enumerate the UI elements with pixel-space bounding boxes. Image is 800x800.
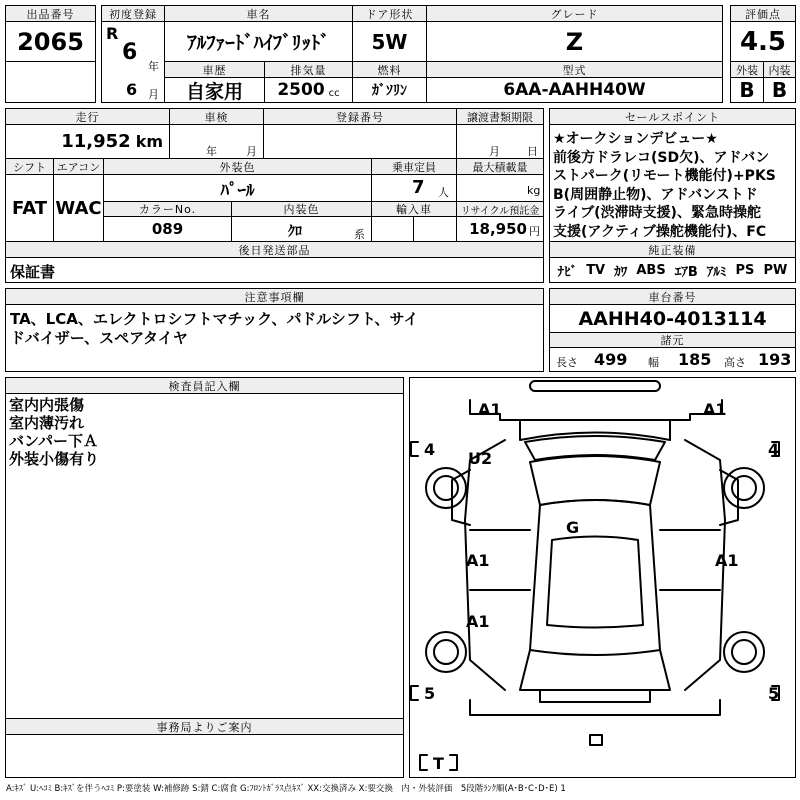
transfer-month-unit: 月 xyxy=(489,145,500,158)
mileage-unit: km xyxy=(135,132,163,151)
inspector-line: 室内内張傷 xyxy=(9,396,85,414)
equip-airbag: ｴｱB xyxy=(674,264,698,280)
sales-line: ★オークションデビュー★ xyxy=(553,131,718,147)
int-color: ｸﾛ xyxy=(288,224,302,240)
sales-line: ライブ(渋滞時支援)、緊急時操舵 xyxy=(553,205,761,221)
length-label: 長さ xyxy=(556,356,578,369)
history-label: 車歴 xyxy=(164,61,265,78)
year-unit: 年 xyxy=(148,60,159,73)
color-no: 089 xyxy=(103,216,232,242)
sales-line: B(周囲静止物)、アドバンストド xyxy=(553,186,758,203)
mark-u2: U2 xyxy=(468,449,493,468)
displacement-unit: cc xyxy=(328,87,340,99)
inspector-line: バンパー下Ａ xyxy=(9,432,98,450)
equip-abs: ABS xyxy=(636,262,666,278)
wheel-front-right xyxy=(724,468,764,508)
inspector-label: 検査員記入欄 xyxy=(5,377,404,394)
ac: WAC xyxy=(53,174,104,242)
notes-label: 注意事項欄 xyxy=(5,288,544,305)
sales-line: ストパーク(リモート機能付)+PKS xyxy=(553,168,776,184)
length: 499 xyxy=(594,350,628,369)
wheel-front-left-hub xyxy=(434,476,458,500)
notes-line: TA、LCA、エレクトロシフトマチック、パドルシフト、サイ xyxy=(10,310,419,328)
grade-label: グレード xyxy=(426,5,723,22)
front-bumper-strip xyxy=(530,381,660,391)
rear-gate xyxy=(540,690,650,702)
reg-month: 6 xyxy=(126,80,138,99)
era: R xyxy=(106,24,119,43)
windshield xyxy=(530,456,660,505)
equipment-label: 純正装備 xyxy=(549,241,796,258)
displacement: 2500 xyxy=(277,80,325,100)
recycle: 18,950 xyxy=(469,220,527,238)
wheel-rear-left-hub xyxy=(434,640,458,664)
mark-wheel-fl: 4 xyxy=(424,440,436,459)
width-label: 幅 xyxy=(648,356,659,369)
recycle-label: リサイクル預託金 xyxy=(456,201,544,217)
color: ﾊﾟｰﾙ xyxy=(103,174,372,202)
wheel-rear-left xyxy=(426,632,466,672)
history: 自家用 xyxy=(164,77,265,103)
notes-line: ドバイザー、スペアタイヤ xyxy=(10,329,188,347)
mark-left-rear-door: A1 xyxy=(466,612,490,631)
interior-grade: B xyxy=(763,77,796,103)
exterior-label: 外装 xyxy=(730,61,764,78)
later-parts: 保証書 xyxy=(10,263,56,281)
mark-front-right: A1 xyxy=(703,400,727,419)
model-label: 型式 xyxy=(426,61,723,78)
bracket-t-right xyxy=(450,755,457,770)
lot-no: 2065 xyxy=(5,21,96,62)
insp-month-unit: 月 xyxy=(246,145,257,158)
wheel-front-right-hub xyxy=(732,476,756,500)
height-label: 高さ xyxy=(724,356,746,369)
inspector-line: 室内薄汚れ xyxy=(9,414,85,432)
chassis-number: AAHH40-4013114 xyxy=(549,304,796,333)
transfer-day-unit: 日 xyxy=(527,145,538,158)
capacity-unit: 人 xyxy=(438,186,449,199)
front-bumper xyxy=(470,400,722,420)
color-label: 外装色 xyxy=(103,158,372,175)
inspector-line: 外装小傷有り xyxy=(9,450,100,468)
import-label: 輸入車 xyxy=(371,201,457,217)
door-type: 5W xyxy=(352,21,427,62)
roof-panel xyxy=(547,537,643,628)
mark-wheel-fr: 4 xyxy=(768,440,780,459)
dims-label: 諸元 xyxy=(549,332,796,348)
chassis-label: 車台番号 xyxy=(549,288,796,305)
transfer-label: 譲渡書類期限 xyxy=(456,108,544,125)
reg-no-label: 登録番号 xyxy=(263,108,457,125)
equip-ps: PS xyxy=(735,262,755,278)
tail-spare xyxy=(590,735,602,745)
reg-year: 6 xyxy=(122,40,138,65)
mark-right-front-door: A1 xyxy=(715,551,739,570)
model: 6AA-AAHH40W xyxy=(426,77,723,103)
score: 4.5 xyxy=(730,21,796,62)
later-parts-label: 後日発送部品 xyxy=(5,241,544,258)
mark-wheel-rl: 5 xyxy=(424,684,436,703)
car-name: ｱﾙﾌｧｰﾄﾞﾊｲﾌﾞﾘｯﾄﾞ xyxy=(164,21,353,62)
office-label: 事務局よりご案内 xyxy=(5,718,404,735)
insp-year-unit: 年 xyxy=(206,145,217,158)
wheel-front-left xyxy=(426,468,466,508)
exterior-grade: B xyxy=(730,77,764,103)
height: 193 xyxy=(758,350,792,369)
mark-left-front-door: A1 xyxy=(466,551,490,570)
displacement-label: 排気量 xyxy=(264,61,353,78)
lot-no-label: 出品番号 xyxy=(5,5,96,22)
mileage-label: 走行 xyxy=(5,108,170,125)
recycle-unit: 円 xyxy=(529,225,540,238)
shift-label: シフト xyxy=(5,158,54,175)
mark-front-left: A1 xyxy=(478,400,502,419)
bracket-fl xyxy=(411,442,418,456)
color-no-label: カラーNo. xyxy=(103,201,232,217)
width: 185 xyxy=(678,350,712,369)
ac-label: エアコン xyxy=(53,158,104,175)
fuel-label: 燃料 xyxy=(352,61,427,78)
first-reg-label: 初度登録 xyxy=(101,5,165,22)
shift: FAT xyxy=(5,174,54,242)
sales-line: 支援(アクティブ操舵機能付)、FC xyxy=(553,223,767,240)
mark-wheel-rr: 5 xyxy=(768,684,780,703)
mark-windshield: G xyxy=(566,518,580,537)
sales-line: 前後方ドラレコ(SD欠)、アドバン xyxy=(553,149,770,166)
grade: Z xyxy=(426,21,723,62)
equip-pw: PW xyxy=(763,262,788,278)
wheel-rear-right xyxy=(724,632,764,672)
fuel: ｶﾞｿﾘﾝ xyxy=(352,77,427,103)
door-label: ドア形状 xyxy=(352,5,427,22)
mileage: 11,952 xyxy=(61,131,131,152)
bracket-t-left xyxy=(420,755,427,770)
equip-navi: ﾅﾋﾞ xyxy=(557,264,578,280)
equip-leather: ｶﾜ xyxy=(614,264,628,280)
mark-tire: T xyxy=(433,754,444,773)
month-unit: 月 xyxy=(148,88,159,101)
equip-tv: TV xyxy=(586,262,606,278)
capacity: 7 xyxy=(412,177,425,198)
max-load-label: 最大積載量 xyxy=(456,158,544,175)
equip-alloy: ｱﾙﾐ xyxy=(706,264,727,280)
inspection-label: 車検 xyxy=(169,108,264,125)
wheel-rear-right-hub xyxy=(732,640,756,664)
bracket-rl xyxy=(411,686,418,700)
capacity-label: 乗車定員 xyxy=(371,158,457,175)
max-load-unit: kg xyxy=(527,184,541,197)
legend: A:ｷｽﾞ U:ﾍｺﾐ B:ｷｽﾞを伴うﾍｺﾐ P:要塗装 W:補修跡 S:錆 C:腐食 G:ﾌﾛﾝﾄｶﾞﾗｽ点ｷｽﾞ XX:交換済み X:要交換 内・外装評価 5段階ﾗﾝｸ順(A･B･C･D･E) 1 xyxy=(6,784,566,794)
interior-label: 内装 xyxy=(763,61,796,78)
sales-points-label: セールスポイント xyxy=(549,108,796,125)
car-name-label: 車名 xyxy=(164,5,353,22)
int-color-unit: 系 xyxy=(354,228,365,241)
int-color-label: 内装色 xyxy=(231,201,372,217)
score-label: 評価点 xyxy=(730,5,796,22)
